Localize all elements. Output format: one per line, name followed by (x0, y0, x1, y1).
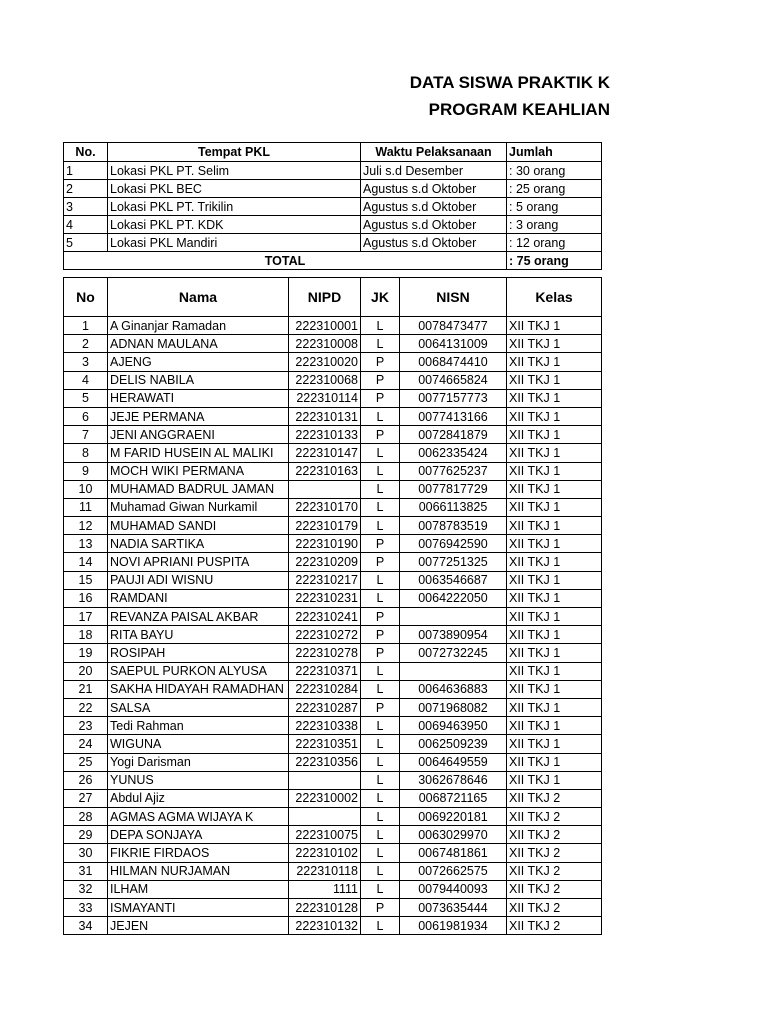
cell-nipd: 222310002 (289, 789, 361, 807)
cell-kelas: XII TKJ 1 (507, 407, 602, 425)
cell-kelas: XII TKJ 1 (507, 626, 602, 644)
summary-row (64, 216, 602, 234)
cell-kelas: XII TKJ 2 (507, 844, 602, 862)
cell-jumlah: : 5 orang (507, 198, 602, 216)
cell-nama: MUHAMAD SANDI (108, 517, 289, 535)
cell-nama: ISMAYANTI (108, 899, 289, 917)
cell-no: 13 (64, 535, 108, 553)
cell-nama: RITA BAYU (108, 626, 289, 644)
cell-nipd: 222310287 (289, 698, 361, 716)
cell-nipd: 222310008 (289, 335, 361, 353)
cell-jk: P (361, 353, 400, 371)
cell-nama: HILMAN NURJAMAN (108, 862, 289, 880)
cell-nama: YUNUS (108, 771, 289, 789)
cell-nisn: 0068474410 (400, 353, 507, 371)
cell-kelas: XII TKJ 1 (507, 644, 602, 662)
table-row (64, 808, 602, 826)
cell-nipd: 222310284 (289, 680, 361, 698)
cell-nipd (289, 808, 361, 826)
table-row (64, 917, 602, 935)
cell-nipd: 222310278 (289, 644, 361, 662)
cell-kelas: XII TKJ 1 (507, 735, 602, 753)
cell-no: 28 (64, 808, 108, 826)
cell-nipd: 222310338 (289, 717, 361, 735)
cell-jk: L (361, 317, 400, 335)
cell-nisn: 0072841879 (400, 426, 507, 444)
cell-nama: JEJEN (108, 917, 289, 935)
cell-nipd: 222310114 (289, 389, 361, 407)
cell-nama: Muhamad Giwan Nurkamil (108, 498, 289, 516)
cell-kelas: XII TKJ 1 (507, 389, 602, 407)
cell-nisn: 0066113825 (400, 498, 507, 516)
cell-jk: L (361, 735, 400, 753)
cell-kelas: XII TKJ 2 (507, 789, 602, 807)
cell-no: 5 (64, 234, 108, 252)
cell-nisn: 0072662575 (400, 862, 507, 880)
cell-jk: P (361, 608, 400, 626)
cell-nipd: 222310272 (289, 626, 361, 644)
table-row (64, 626, 602, 644)
cell-no: 7 (64, 426, 108, 444)
table-row (64, 680, 602, 698)
cell-nisn: 0062509239 (400, 735, 507, 753)
cell-kelas: XII TKJ 1 (507, 426, 602, 444)
cell-no: 19 (64, 644, 108, 662)
cell-jk: L (361, 862, 400, 880)
cell-nisn: 0064636883 (400, 680, 507, 698)
cell-nisn: 0068721165 (400, 789, 507, 807)
cell-no: 27 (64, 789, 108, 807)
cell-jk: P (361, 698, 400, 716)
cell-nipd: 222310231 (289, 589, 361, 607)
cell-nipd: 222310133 (289, 426, 361, 444)
cell-no: 1 (64, 317, 108, 335)
cell-tempat-pkl: Lokasi PKL PT. Selim (108, 162, 361, 180)
cell-waktu: Agustus s.d Oktober (361, 216, 507, 234)
cell-nisn: 0062335424 (400, 444, 507, 462)
table-row (64, 371, 602, 389)
table-row (64, 826, 602, 844)
summary-row (64, 180, 602, 198)
cell-nama: HERAWATI (108, 389, 289, 407)
cell-kelas: XII TKJ 1 (507, 444, 602, 462)
cell-nama: WIGUNA (108, 735, 289, 753)
table-row (64, 662, 602, 680)
cell-nisn: 0077413166 (400, 407, 507, 425)
cell-jk: L (361, 826, 400, 844)
cell-nama: AJENG (108, 353, 289, 371)
cell-nama: FIKRIE FIRDAOS (108, 844, 289, 862)
cell-jk: L (361, 662, 400, 680)
cell-jk: L (361, 844, 400, 862)
cell-nipd: 222310356 (289, 753, 361, 771)
header-nama: Nama (108, 278, 289, 317)
cell-no: 3 (64, 353, 108, 371)
cell-jk: L (361, 571, 400, 589)
cell-nipd: 222310068 (289, 371, 361, 389)
cell-no: 4 (64, 216, 108, 234)
header-jk: JK (361, 278, 400, 317)
cell-nama: Yogi Darisman (108, 753, 289, 771)
table-row (64, 335, 602, 353)
cell-no: 25 (64, 753, 108, 771)
header-waktu-pelaksanaan: Waktu Pelaksanaan (361, 143, 507, 162)
cell-no: 33 (64, 899, 108, 917)
cell-nipd: 222310209 (289, 553, 361, 571)
cell-nisn (400, 662, 507, 680)
cell-nipd: 222310118 (289, 862, 361, 880)
cell-waktu: Juli s.d Desember (361, 162, 507, 180)
cell-nama: ADNAN MAULANA (108, 335, 289, 353)
cell-jk: P (361, 535, 400, 553)
total-label: TOTAL (64, 252, 507, 270)
summary-total-row (64, 252, 602, 270)
summary-row (64, 198, 602, 216)
cell-kelas: XII TKJ 1 (507, 662, 602, 680)
student-list-table (63, 277, 602, 935)
cell-nisn: 0069463950 (400, 717, 507, 735)
cell-nisn: 0077817729 (400, 480, 507, 498)
cell-no: 18 (64, 626, 108, 644)
cell-nipd: 222310179 (289, 517, 361, 535)
cell-jk: L (361, 407, 400, 425)
pkl-location-summary-table (63, 142, 602, 270)
cell-no: 34 (64, 917, 108, 935)
table-row (64, 589, 602, 607)
cell-nama: MOCH WIKI PERMANA (108, 462, 289, 480)
cell-no: 5 (64, 389, 108, 407)
cell-nama: PAUJI ADI WISNU (108, 571, 289, 589)
cell-tempat-pkl: Lokasi PKL BEC (108, 180, 361, 198)
cell-jk: L (361, 771, 400, 789)
cell-nisn: 0063029970 (400, 826, 507, 844)
cell-no: 32 (64, 880, 108, 898)
cell-nipd: 222310371 (289, 662, 361, 680)
cell-kelas: XII TKJ 2 (507, 862, 602, 880)
cell-jk: L (361, 589, 400, 607)
cell-no: 16 (64, 589, 108, 607)
cell-kelas: XII TKJ 1 (507, 698, 602, 716)
cell-kelas: XII TKJ 1 (507, 371, 602, 389)
cell-kelas: XII TKJ 1 (507, 571, 602, 589)
cell-nama: M FARID HUSEIN AL MALIKI (108, 444, 289, 462)
cell-nisn: 0063546687 (400, 571, 507, 589)
cell-jk: L (361, 717, 400, 735)
cell-nipd (289, 480, 361, 498)
table-row (64, 426, 602, 444)
cell-kelas: XII TKJ 2 (507, 899, 602, 917)
cell-jumlah: : 25 orang (507, 180, 602, 198)
table-row (64, 735, 602, 753)
cell-nisn: 3062678646 (400, 771, 507, 789)
cell-nisn: 0073635444 (400, 899, 507, 917)
cell-nipd: 222310102 (289, 844, 361, 862)
cell-jumlah: : 12 orang (507, 234, 602, 252)
table-row (64, 462, 602, 480)
cell-nama: DELIS NABILA (108, 371, 289, 389)
table-row (64, 644, 602, 662)
cell-jk: L (361, 462, 400, 480)
cell-nisn: 0076942590 (400, 535, 507, 553)
cell-nisn: 0071968082 (400, 698, 507, 716)
cell-jk: L (361, 789, 400, 807)
cell-no: 9 (64, 462, 108, 480)
cell-kelas: XII TKJ 1 (507, 462, 602, 480)
cell-kelas: XII TKJ 1 (507, 498, 602, 516)
cell-no: 30 (64, 844, 108, 862)
cell-no: 4 (64, 371, 108, 389)
table-row (64, 753, 602, 771)
cell-jk: L (361, 880, 400, 898)
table-row (64, 498, 602, 516)
cell-tempat-pkl: Lokasi PKL Mandiri (108, 234, 361, 252)
document-title: DATA SISWA PRAKTIK K (409, 73, 610, 92)
cell-no: 29 (64, 826, 108, 844)
cell-no: 6 (64, 407, 108, 425)
cell-waktu: Agustus s.d Oktober (361, 198, 507, 216)
cell-kelas: XII TKJ 1 (507, 317, 602, 335)
cell-jk: L (361, 335, 400, 353)
cell-nipd: 222310217 (289, 571, 361, 589)
table-row (64, 353, 602, 371)
cell-jk: L (361, 753, 400, 771)
table-row (64, 608, 602, 626)
cell-kelas: XII TKJ 1 (507, 717, 602, 735)
cell-nipd: 222310075 (289, 826, 361, 844)
cell-nipd: 222310147 (289, 444, 361, 462)
cell-waktu: Agustus s.d Oktober (361, 180, 507, 198)
cell-jk: P (361, 389, 400, 407)
cell-no: 8 (64, 444, 108, 462)
header-nisn: NISN (400, 278, 507, 317)
table-row (64, 444, 602, 462)
cell-kelas: XII TKJ 2 (507, 808, 602, 826)
cell-kelas: XII TKJ 1 (507, 353, 602, 371)
cell-kelas: XII TKJ 1 (507, 589, 602, 607)
table-row (64, 317, 602, 335)
cell-nipd: 222310170 (289, 498, 361, 516)
cell-no: 21 (64, 680, 108, 698)
table-row (64, 389, 602, 407)
table-row (64, 844, 602, 862)
summary-header-row (64, 143, 602, 162)
cell-no: 26 (64, 771, 108, 789)
cell-nipd: 222310190 (289, 535, 361, 553)
cell-no: 1 (64, 162, 108, 180)
cell-no: 23 (64, 717, 108, 735)
cell-nama: Abdul Ajiz (108, 789, 289, 807)
cell-nisn: 0061981934 (400, 917, 507, 935)
cell-nisn: 0064222050 (400, 589, 507, 607)
cell-tempat-pkl: Lokasi PKL PT. KDK (108, 216, 361, 234)
table-row (64, 535, 602, 553)
cell-kelas: XII TKJ 2 (507, 826, 602, 844)
cell-nama: ROSIPAH (108, 644, 289, 662)
total-value: : 75 orang (507, 252, 602, 270)
cell-nama: SAEPUL PURKON ALYUSA (108, 662, 289, 680)
table-row (64, 698, 602, 716)
cell-jk: L (361, 808, 400, 826)
cell-kelas: XII TKJ 2 (507, 880, 602, 898)
cell-no: 10 (64, 480, 108, 498)
summary-row (64, 162, 602, 180)
cell-no: 11 (64, 498, 108, 516)
cell-nisn: 0079440093 (400, 880, 507, 898)
cell-nama: A Ginanjar Ramadan (108, 317, 289, 335)
header-nipd: NIPD (289, 278, 361, 317)
cell-nisn: 0064649559 (400, 753, 507, 771)
cell-jk: P (361, 553, 400, 571)
cell-nama: SAKHA HIDAYAH RAMADHAN (108, 680, 289, 698)
cell-kelas: XII TKJ 1 (507, 553, 602, 571)
document-subtitle: PROGRAM KEAHLIAN (428, 100, 610, 119)
cell-nama: MUHAMAD BADRUL JAMAN (108, 480, 289, 498)
cell-jk: P (361, 426, 400, 444)
cell-no: 2 (64, 335, 108, 353)
cell-kelas: XII TKJ 1 (507, 335, 602, 353)
table-row (64, 407, 602, 425)
cell-no: 12 (64, 517, 108, 535)
table-row (64, 717, 602, 735)
cell-nisn: 0077251325 (400, 553, 507, 571)
cell-jk: L (361, 680, 400, 698)
cell-kelas: XII TKJ 1 (507, 753, 602, 771)
cell-jk: L (361, 498, 400, 516)
cell-no: 2 (64, 180, 108, 198)
cell-nipd (289, 771, 361, 789)
header-tempat-pkl: Tempat PKL (108, 143, 361, 162)
cell-jk: P (361, 371, 400, 389)
cell-nipd: 222310132 (289, 917, 361, 935)
header-no: No (64, 278, 108, 317)
cell-jk: P (361, 626, 400, 644)
cell-no: 24 (64, 735, 108, 753)
table-row (64, 480, 602, 498)
cell-nama: SALSA (108, 698, 289, 716)
cell-nisn: 0077157773 (400, 389, 507, 407)
cell-jumlah: : 30 orang (507, 162, 602, 180)
cell-nipd: 222310163 (289, 462, 361, 480)
cell-nisn: 0078473477 (400, 317, 507, 335)
cell-jk: P (361, 644, 400, 662)
cell-no: 15 (64, 571, 108, 589)
cell-nama: DEPA SONJAYA (108, 826, 289, 844)
cell-nama: JENI ANGGRAENI (108, 426, 289, 444)
cell-jumlah: : 3 orang (507, 216, 602, 234)
cell-kelas: XII TKJ 1 (507, 535, 602, 553)
cell-nama: Tedi Rahman (108, 717, 289, 735)
cell-nama: NADIA SARTIKA (108, 535, 289, 553)
cell-nama: AGMAS AGMA WIJAYA K (108, 808, 289, 826)
header-kelas: Kelas (507, 278, 602, 317)
cell-nipd: 222310131 (289, 407, 361, 425)
table-row (64, 862, 602, 880)
cell-nisn: 0064131009 (400, 335, 507, 353)
cell-nama: JEJE PERMANA (108, 407, 289, 425)
cell-nisn: 0074665824 (400, 371, 507, 389)
cell-nama: ILHAM (108, 880, 289, 898)
table-row (64, 771, 602, 789)
cell-jk: L (361, 917, 400, 935)
cell-kelas: XII TKJ 1 (507, 680, 602, 698)
cell-kelas: XII TKJ 1 (507, 480, 602, 498)
cell-nisn: 0078783519 (400, 517, 507, 535)
cell-nisn: 0069220181 (400, 808, 507, 826)
cell-nipd: 222310001 (289, 317, 361, 335)
table-row (64, 517, 602, 535)
cell-tempat-pkl: Lokasi PKL PT. Trikilin (108, 198, 361, 216)
summary-row (64, 234, 602, 252)
header-no: No. (64, 143, 108, 162)
cell-no: 22 (64, 698, 108, 716)
cell-no: 20 (64, 662, 108, 680)
cell-kelas: XII TKJ 1 (507, 771, 602, 789)
cell-nama: NOVI APRIANI PUSPITA (108, 553, 289, 571)
cell-nipd: 222310128 (289, 899, 361, 917)
cell-nama: RAMDANI (108, 589, 289, 607)
cell-no: 31 (64, 862, 108, 880)
table-row (64, 553, 602, 571)
cell-jk: L (361, 480, 400, 498)
cell-nipd: 222310351 (289, 735, 361, 753)
cell-nipd: 1111 (289, 880, 361, 898)
cell-kelas: XII TKJ 1 (507, 608, 602, 626)
cell-nisn: 0072732245 (400, 644, 507, 662)
cell-no: 14 (64, 553, 108, 571)
students-header-row (64, 278, 602, 317)
cell-jk: L (361, 517, 400, 535)
cell-nama: REVANZA PAISAL AKBAR (108, 608, 289, 626)
cell-jk: L (361, 444, 400, 462)
table-row (64, 880, 602, 898)
table-row (64, 571, 602, 589)
cell-no: 17 (64, 608, 108, 626)
cell-no: 3 (64, 198, 108, 216)
header-jumlah: Jumlah (507, 143, 602, 162)
table-row (64, 789, 602, 807)
cell-kelas: XII TKJ 1 (507, 517, 602, 535)
cell-nisn: 0073890954 (400, 626, 507, 644)
table-row (64, 899, 602, 917)
cell-nipd: 222310020 (289, 353, 361, 371)
cell-kelas: XII TKJ 2 (507, 917, 602, 935)
cell-nisn: 0077625237 (400, 462, 507, 480)
cell-jk: P (361, 899, 400, 917)
cell-waktu: Agustus s.d Oktober (361, 234, 507, 252)
cell-nisn: 0067481861 (400, 844, 507, 862)
cell-nipd: 222310241 (289, 608, 361, 626)
cell-nisn (400, 608, 507, 626)
